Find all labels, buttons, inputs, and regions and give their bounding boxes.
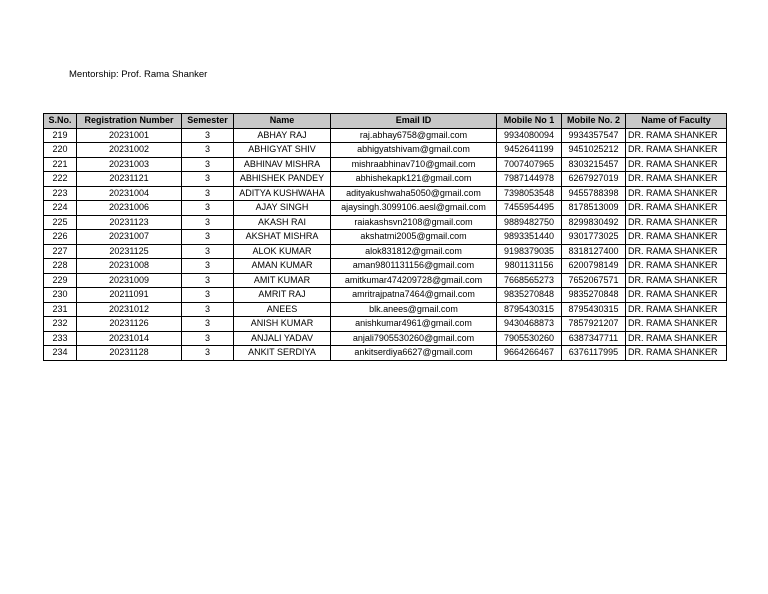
table-row — [44, 201, 727, 216]
cell-registration-number: 20231008 — [77, 259, 182, 274]
cell-name: AJAY SINGH — [234, 201, 331, 216]
cell-name: ADITYA KUSHWAHA — [234, 186, 331, 201]
header-semester: Semester — [182, 114, 234, 129]
table-row — [44, 259, 727, 274]
cell-semester: 3 — [182, 186, 234, 201]
cell-email: mishraabhinav710@gmail.com — [331, 157, 497, 172]
cell-mobile-1: 9430468873 — [497, 317, 562, 332]
cell-registration-number: 20231126 — [77, 317, 182, 332]
cell-semester: 3 — [182, 331, 234, 346]
page-heading: Mentorship: Prof. Rama Shanker — [69, 69, 208, 80]
cell-email: blk.anees@gmail.com — [331, 302, 497, 317]
cell-registration-number: 20231125 — [77, 244, 182, 259]
cell-mobile-1: 7987144978 — [497, 172, 562, 187]
cell-registration-number: 20231123 — [77, 215, 182, 230]
cell-mobile-2: 9301773025 — [562, 230, 626, 245]
header-name: Name — [234, 114, 331, 129]
cell-sno: 230 — [44, 288, 77, 303]
cell-mobile-1: 9452641199 — [497, 143, 562, 158]
cell-faculty: DR. RAMA SHANKER — [626, 186, 727, 201]
cell-mobile-1: 9835270848 — [497, 288, 562, 303]
cell-faculty: DR. RAMA SHANKER — [626, 244, 727, 259]
cell-faculty: DR. RAMA SHANKER — [626, 128, 727, 143]
cell-sno: 233 — [44, 331, 77, 346]
cell-mobile-2: 9455788398 — [562, 186, 626, 201]
header-registration-number: Registration Number — [77, 114, 182, 129]
cell-semester: 3 — [182, 317, 234, 332]
cell-registration-number: 20231006 — [77, 201, 182, 216]
cell-semester: 3 — [182, 201, 234, 216]
cell-semester: 3 — [182, 143, 234, 158]
cell-email: raiakashsvn2108@gmail.com — [331, 215, 497, 230]
cell-faculty: DR. RAMA SHANKER — [626, 346, 727, 361]
cell-email: akshatmi2005@gmail.com — [331, 230, 497, 245]
table-row — [44, 128, 727, 143]
cell-name: ALOK KUMAR — [234, 244, 331, 259]
cell-sno: 219 — [44, 128, 77, 143]
cell-faculty: DR. RAMA SHANKER — [626, 317, 727, 332]
cell-faculty: DR. RAMA SHANKER — [626, 230, 727, 245]
table-row — [44, 143, 727, 158]
cell-email: abhishekapk121@gmail.com — [331, 172, 497, 187]
cell-faculty: DR. RAMA SHANKER — [626, 172, 727, 187]
header-mobile-1: Mobile No 1 — [497, 114, 562, 129]
cell-email: abhigyatshivam@gmail.com — [331, 143, 497, 158]
cell-faculty: DR. RAMA SHANKER — [626, 259, 727, 274]
cell-sno: 222 — [44, 172, 77, 187]
cell-faculty: DR. RAMA SHANKER — [626, 273, 727, 288]
cell-faculty: DR. RAMA SHANKER — [626, 331, 727, 346]
cell-semester: 3 — [182, 128, 234, 143]
cell-registration-number: 20231002 — [77, 143, 182, 158]
cell-mobile-1: 8795430315 — [497, 302, 562, 317]
cell-email: ajaysingh.3099106.aesl@gmail.com — [331, 201, 497, 216]
cell-email: anjali7905530260@gmail.com — [331, 331, 497, 346]
cell-name: AKSHAT MISHRA — [234, 230, 331, 245]
cell-mobile-2: 7857921207 — [562, 317, 626, 332]
cell-semester: 3 — [182, 273, 234, 288]
cell-mobile-1: 9801131156 — [497, 259, 562, 274]
cell-mobile-2: 6376117995 — [562, 346, 626, 361]
cell-mobile-2: 6267927019 — [562, 172, 626, 187]
table-row — [44, 273, 727, 288]
table-row — [44, 157, 727, 172]
table-row — [44, 346, 727, 361]
cell-name: ABHAY RAJ — [234, 128, 331, 143]
cell-sno: 228 — [44, 259, 77, 274]
table-row — [44, 186, 727, 201]
cell-mobile-2: 8299830492 — [562, 215, 626, 230]
table-row — [44, 230, 727, 245]
cell-mobile-2: 8178513009 — [562, 201, 626, 216]
table-row — [44, 302, 727, 317]
table-row — [44, 172, 727, 187]
table-header-row — [44, 114, 727, 129]
cell-registration-number: 20231012 — [77, 302, 182, 317]
cell-name: ANEES — [234, 302, 331, 317]
cell-registration-number: 20211091 — [77, 288, 182, 303]
cell-email: amitkumar474209728@gmail.com — [331, 273, 497, 288]
cell-registration-number: 20231128 — [77, 346, 182, 361]
cell-faculty: DR. RAMA SHANKER — [626, 157, 727, 172]
cell-mobile-2: 6387347711 — [562, 331, 626, 346]
cell-mobile-2: 9451025212 — [562, 143, 626, 158]
cell-email: amritrajpatna7464@gmail.com — [331, 288, 497, 303]
cell-mobile-1: 7455954495 — [497, 201, 562, 216]
cell-mobile-1: 7398053548 — [497, 186, 562, 201]
cell-semester: 3 — [182, 230, 234, 245]
table-row — [44, 331, 727, 346]
cell-sno: 226 — [44, 230, 77, 245]
cell-email: anishkumar4961@gmail.com — [331, 317, 497, 332]
cell-registration-number: 20231121 — [77, 172, 182, 187]
cell-mobile-1: 9664266467 — [497, 346, 562, 361]
cell-name: ANISH KUMAR — [234, 317, 331, 332]
header-mobile-2: Mobile No. 2 — [562, 114, 626, 129]
cell-email: adityakushwaha5050@gmail.com — [331, 186, 497, 201]
cell-name: ABHINAV MISHRA — [234, 157, 331, 172]
cell-mobile-1: 9893351440 — [497, 230, 562, 245]
cell-faculty: DR. RAMA SHANKER — [626, 201, 727, 216]
cell-mobile-2: 8318127400 — [562, 244, 626, 259]
cell-name: AMIT KUMAR — [234, 273, 331, 288]
cell-name: AMRIT RAJ — [234, 288, 331, 303]
cell-semester: 3 — [182, 215, 234, 230]
cell-sno: 234 — [44, 346, 77, 361]
cell-name: ABHISHEK PANDEY — [234, 172, 331, 187]
cell-faculty: DR. RAMA SHANKER — [626, 302, 727, 317]
cell-semester: 3 — [182, 346, 234, 361]
cell-mobile-2: 9934357547 — [562, 128, 626, 143]
cell-mobile-1: 7007407965 — [497, 157, 562, 172]
cell-name: ANKIT SERDIYA — [234, 346, 331, 361]
table-row — [44, 317, 727, 332]
cell-mobile-1: 9889482750 — [497, 215, 562, 230]
cell-name: ABHIGYAT SHIV — [234, 143, 331, 158]
cell-semester: 3 — [182, 259, 234, 274]
cell-sno: 227 — [44, 244, 77, 259]
cell-registration-number: 20231003 — [77, 157, 182, 172]
cell-name: AKASH RAI — [234, 215, 331, 230]
cell-faculty: DR. RAMA SHANKER — [626, 215, 727, 230]
cell-mobile-2: 8795430315 — [562, 302, 626, 317]
cell-mobile-2: 6200798149 — [562, 259, 626, 274]
header-faculty: Name of Faculty — [626, 114, 727, 129]
table-row — [44, 215, 727, 230]
cell-mobile-2: 7652067571 — [562, 273, 626, 288]
cell-mobile-1: 7668565273 — [497, 273, 562, 288]
cell-faculty: DR. RAMA SHANKER — [626, 288, 727, 303]
header-email-id: Email ID — [331, 114, 497, 129]
cell-registration-number: 20231009 — [77, 273, 182, 288]
cell-registration-number: 20231014 — [77, 331, 182, 346]
cell-registration-number: 20231001 — [77, 128, 182, 143]
cell-mobile-2: 8303215457 — [562, 157, 626, 172]
table-row — [44, 288, 727, 303]
cell-sno: 221 — [44, 157, 77, 172]
cell-sno: 225 — [44, 215, 77, 230]
cell-registration-number: 20231007 — [77, 230, 182, 245]
table-row — [44, 244, 727, 259]
cell-name: AMAN KUMAR — [234, 259, 331, 274]
cell-faculty: DR. RAMA SHANKER — [626, 143, 727, 158]
header-sno: S.No. — [44, 114, 77, 129]
cell-sno: 232 — [44, 317, 77, 332]
cell-email: aman9801131156@gmail.com — [331, 259, 497, 274]
cell-mobile-2: 9835270848 — [562, 288, 626, 303]
cell-registration-number: 20231004 — [77, 186, 182, 201]
cell-sno: 220 — [44, 143, 77, 158]
cell-sno: 229 — [44, 273, 77, 288]
cell-email: ankitserdiya6627@gmail.com — [331, 346, 497, 361]
mentorship-table — [43, 113, 727, 361]
cell-semester: 3 — [182, 302, 234, 317]
cell-semester: 3 — [182, 244, 234, 259]
cell-sno: 224 — [44, 201, 77, 216]
cell-name: ANJALI YADAV — [234, 331, 331, 346]
cell-email: raj.abhay6758@gmail.com — [331, 128, 497, 143]
cell-sno: 231 — [44, 302, 77, 317]
cell-mobile-1: 9198379035 — [497, 244, 562, 259]
cell-email: alok831812@gmail.com — [331, 244, 497, 259]
cell-sno: 223 — [44, 186, 77, 201]
cell-mobile-1: 7905530260 — [497, 331, 562, 346]
cell-semester: 3 — [182, 288, 234, 303]
cell-semester: 3 — [182, 172, 234, 187]
cell-mobile-1: 9934080094 — [497, 128, 562, 143]
cell-semester: 3 — [182, 157, 234, 172]
